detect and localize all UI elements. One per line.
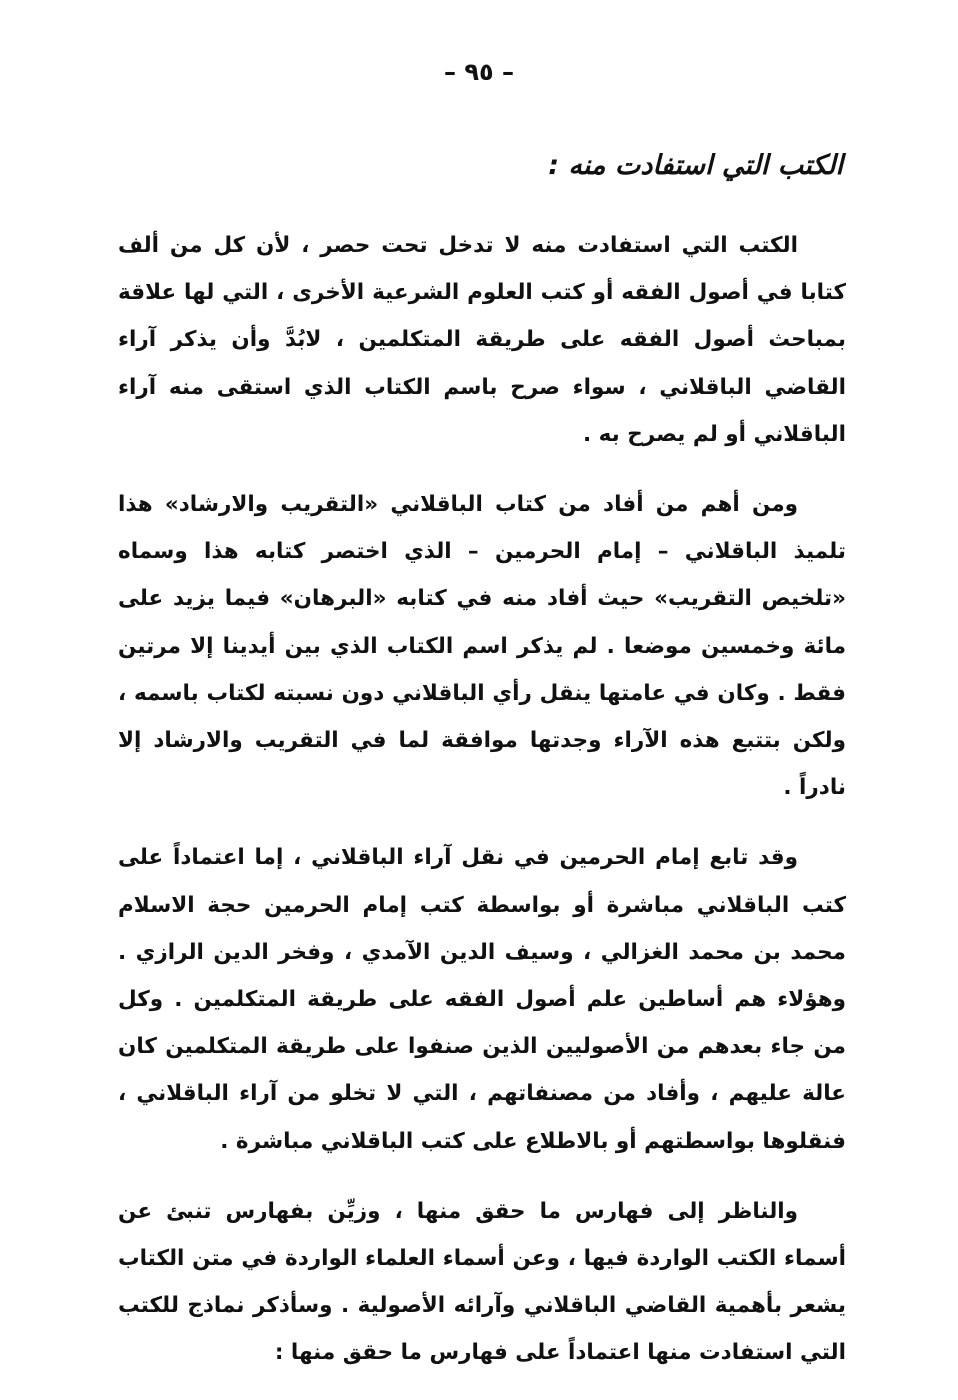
body-text <box>118 222 846 1400</box>
paragraph-4: والناظر إلى فهارس ما حقق منها ، وزيِّن بفهارس تنبئ عن أسماء الكتب الواردة فيها ، وعن أسماء العلماء الواردة في متن الكتاب يشعر بأهمية القاضي الباقلاني وآرائه الأصولية . وسأذكر نماذج للكتب التي استفادت منها اعتماداً على فهارس ما حقق منها : <box>118 1198 846 1366</box>
paragraph-1: الكتب التي استفادت منه لا تدخل تحت حصر ، لأن كل من ألف كتابا في أصول الفقه أو كتب العلوم الشرعية الأخرى ، التي لها علاقة بمباحث أصول الفقه على طريقة المتكلمين ، لابُدَّ وأن يذكر آراء القاضي الباقلاني ، سواء صرح باسم الكتاب الذي استقى منه آراء الباقلاني أو لم يصرح به . <box>118 233 846 447</box>
section-heading: الكتب التي استفادت منه : <box>548 150 843 181</box>
paragraph-2: ومن أهم من أفاد من كتاب الباقلاني «التقريب والارشاد» هذا تلميذ الباقلاني – إمام الحرمين – الذي اختصر كتابه هذا وسماه «تلخيص التقريب» حيث أفاد منه في كتابه «البرهان» فيما يزيد على مائة وخمسين موضعا . لم يذكر اسم الكتاب الذي بين أيدينا إلا مرتين فقط . وكان في عامتها ينقل رأي الباقلاني دون نسبته لكتاب باسمه ، ولكن بتتبع هذه الآراء وجدتها موافقة لما في التقريب والارشاد إلا نادراً . <box>118 492 846 801</box>
page-number: – ٩٥ – <box>443 58 514 86</box>
paragraph-3: وقد تابع إمام الحرمين في نقل آراء الباقلاني ، إما اعتماداً على كتب الباقلاني مباشرة أو بواسطة كتب إمام الحرمين حجة الاسلام محمد بن محمد الغزالي ، وسيف الدين الآمدي ، وفخر الدين الرازي . وهؤلاء هم أساطين علم أصول الفقه على طريقة المتكلمين . وكل من جاء بعدهم من الأصوليين الذين صنفوا على طريقة المتكلمين كان عالة عليهم ، وأفاد من مصنفاتهم ، التي لا تخلو من آراء الباقلاني ، فنقلوها بواسطتهم أو بالاطلاع على كتب الباقلاني مباشرة . <box>118 845 846 1154</box>
